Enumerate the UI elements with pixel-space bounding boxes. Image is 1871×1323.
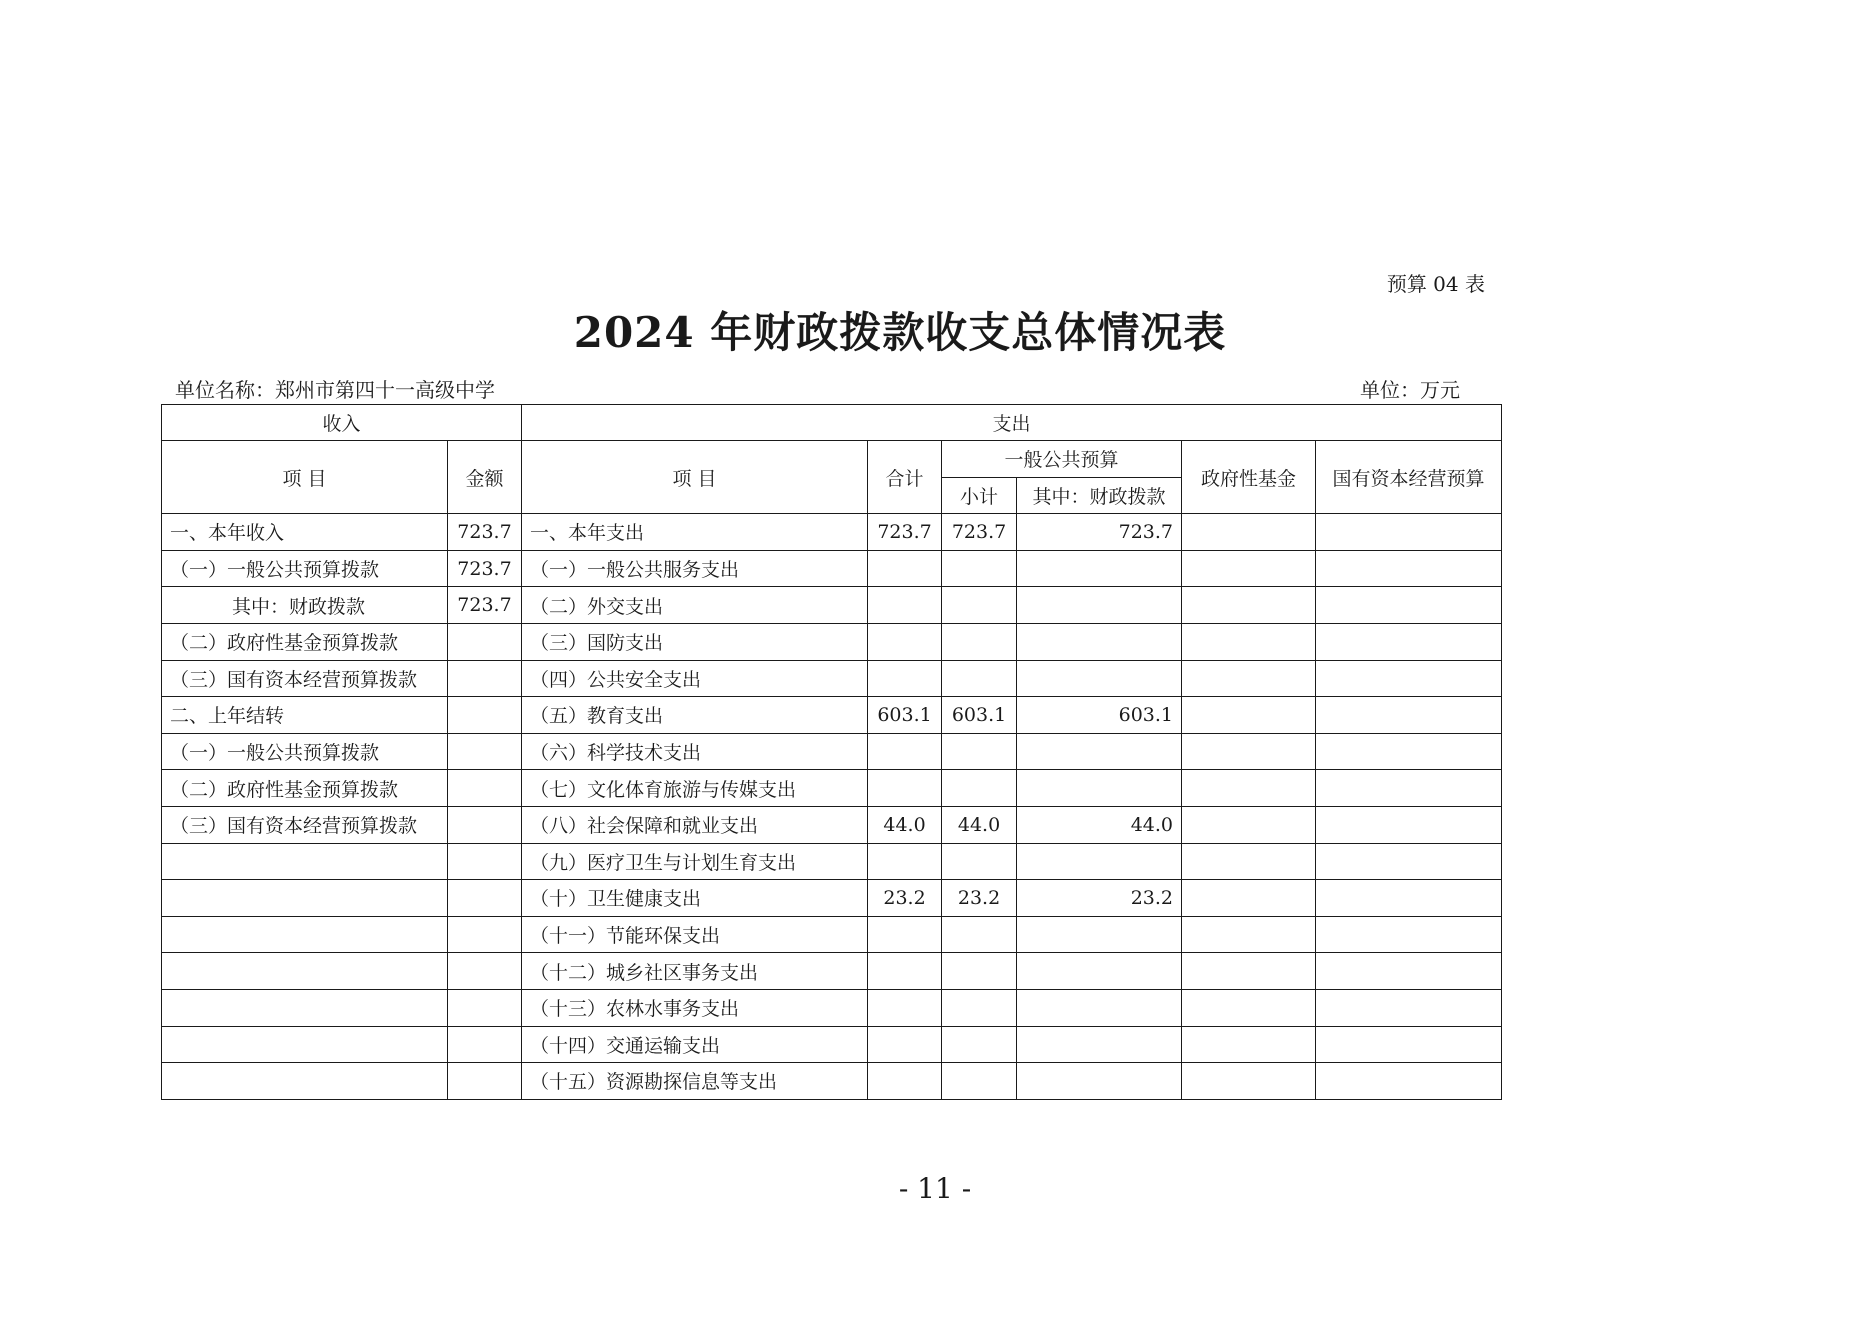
- fiscal-cell: 44.0: [1017, 806, 1182, 843]
- subtotal-cell: [942, 733, 1017, 770]
- total-cell: 603.1: [868, 697, 942, 734]
- state-capital-cell: [1316, 880, 1502, 917]
- gov-fund-cell: [1182, 660, 1316, 697]
- income-amount-cell: [448, 880, 522, 917]
- gov-fund-cell: [1182, 953, 1316, 990]
- fiscal-header: 其中：财政拨款: [1017, 477, 1182, 514]
- state-capital-cell: [1316, 733, 1502, 770]
- income-amount-cell: [448, 733, 522, 770]
- fiscal-cell: [1017, 989, 1182, 1026]
- state-capital-cell: [1316, 770, 1502, 807]
- income-item-cell: [162, 880, 448, 917]
- income-item-cell: [162, 1026, 448, 1063]
- income-amount-cell: 723.7: [448, 514, 522, 551]
- gov-fund-cell: [1182, 733, 1316, 770]
- total-cell: 23.2: [868, 880, 942, 917]
- expense-item-header: 项 目: [522, 441, 868, 514]
- income-amount-cell: [448, 916, 522, 953]
- income-amount-cell: [448, 660, 522, 697]
- expense-item-cell: （三）国防支出: [522, 623, 868, 660]
- state-capital-cell: [1316, 806, 1502, 843]
- subtotal-cell: [942, 953, 1017, 990]
- subtotal-cell: [942, 1063, 1017, 1100]
- expense-header: 支出: [522, 405, 1502, 441]
- state-capital-cell: [1316, 916, 1502, 953]
- table-row: [162, 733, 1502, 770]
- gov-fund-cell: [1182, 697, 1316, 734]
- subtotal-cell: [942, 843, 1017, 880]
- subtotal-cell: [942, 1026, 1017, 1063]
- gov-fund-cell: [1182, 806, 1316, 843]
- table-row: [162, 623, 1502, 660]
- income-amount-cell: [448, 697, 522, 734]
- gov-fund-cell: [1182, 514, 1316, 551]
- income-amount-header: 金额: [448, 441, 522, 514]
- table-row: [162, 514, 1502, 551]
- expense-item-cell: （九）医疗卫生与计划生育支出: [522, 843, 868, 880]
- income-item-cell: （一）一般公共预算拨款: [162, 550, 448, 587]
- fiscal-cell: 723.7: [1017, 514, 1182, 551]
- subtotal-cell: [942, 587, 1017, 624]
- table-row: [162, 770, 1502, 807]
- subtotal-cell: [942, 770, 1017, 807]
- expense-item-cell: （四）公共安全支出: [522, 660, 868, 697]
- subtotal-cell: 44.0: [942, 806, 1017, 843]
- fiscal-cell: 603.1: [1017, 697, 1182, 734]
- state-capital-cell: [1316, 1063, 1502, 1100]
- income-amount-cell: [448, 843, 522, 880]
- subtotal-cell: 603.1: [942, 697, 1017, 734]
- total-cell: [868, 916, 942, 953]
- gov-fund-cell: [1182, 770, 1316, 807]
- fiscal-cell: [1017, 660, 1182, 697]
- expense-item-cell: （六）科学技术支出: [522, 733, 868, 770]
- table-row: [162, 989, 1502, 1026]
- income-item-cell: （二）政府性基金预算拨款: [162, 770, 448, 807]
- fiscal-cell: [1017, 916, 1182, 953]
- income-item-cell: 二、上年结转: [162, 697, 448, 734]
- income-item-cell: [162, 843, 448, 880]
- state-capital-cell: [1316, 514, 1502, 551]
- total-cell: [868, 660, 942, 697]
- fiscal-cell: [1017, 623, 1182, 660]
- expense-item-cell: （十）卫生健康支出: [522, 880, 868, 917]
- unit-label: 单位：万元: [1360, 378, 1460, 402]
- expense-item-cell: （一）一般公共服务支出: [522, 550, 868, 587]
- income-header: 收入: [162, 405, 522, 441]
- fiscal-cell: 23.2: [1017, 880, 1182, 917]
- fiscal-cell: [1017, 1026, 1182, 1063]
- fiscal-cell: [1017, 843, 1182, 880]
- total-cell: [868, 989, 942, 1026]
- subtotal-cell: [942, 623, 1017, 660]
- income-amount-cell: [448, 1063, 522, 1100]
- table-row: [162, 953, 1502, 990]
- table-row: [162, 550, 1502, 587]
- income-item-cell: 一、本年收入: [162, 514, 448, 551]
- income-item-cell: （三）国有资本经营预算拨款: [162, 660, 448, 697]
- subtotal-header: 小计: [942, 477, 1017, 514]
- total-cell: 44.0: [868, 806, 942, 843]
- page-title: 2024 年财政拨款收支总体情况表: [573, 308, 1227, 357]
- total-cell: 723.7: [868, 514, 942, 551]
- gov-fund-cell: [1182, 989, 1316, 1026]
- income-item-cell: （三）国有资本经营预算拨款: [162, 806, 448, 843]
- subtotal-cell: [942, 989, 1017, 1026]
- fiscal-cell: [1017, 770, 1182, 807]
- state-capital-cell: [1316, 550, 1502, 587]
- table-row: [162, 697, 1502, 734]
- total-cell: [868, 843, 942, 880]
- fiscal-cell: [1017, 1063, 1182, 1100]
- header-row-1: [162, 405, 1502, 441]
- income-amount-cell: [448, 770, 522, 807]
- expense-item-cell: 一、本年支出: [522, 514, 868, 551]
- gov-fund-cell: [1182, 880, 1316, 917]
- fiscal-cell: [1017, 953, 1182, 990]
- general-budget-header: 一般公共预算: [942, 441, 1182, 478]
- income-item-cell: [162, 953, 448, 990]
- table-row: [162, 1063, 1502, 1100]
- fiscal-cell: [1017, 733, 1182, 770]
- gov-fund-cell: [1182, 550, 1316, 587]
- gov-fund-cell: [1182, 843, 1316, 880]
- table-row: [162, 843, 1502, 880]
- expense-item-cell: （十四）交通运输支出: [522, 1026, 868, 1063]
- state-capital-cell: [1316, 1026, 1502, 1063]
- state-capital-cell: [1316, 623, 1502, 660]
- fiscal-cell: [1017, 550, 1182, 587]
- income-amount-cell: 723.7: [448, 550, 522, 587]
- table-row: [162, 916, 1502, 953]
- expense-item-cell: （五）教育支出: [522, 697, 868, 734]
- table-row: [162, 660, 1502, 697]
- income-item-cell: [162, 1063, 448, 1100]
- income-item-cell: （二）政府性基金预算拨款: [162, 623, 448, 660]
- income-amount-cell: [448, 623, 522, 660]
- income-amount-cell: [448, 989, 522, 1026]
- state-capital-header: 国有资本经营预算: [1316, 441, 1502, 514]
- subtotal-cell: 23.2: [942, 880, 1017, 917]
- table-row: [162, 806, 1502, 843]
- income-item-cell: 其中：财政拨款: [162, 587, 448, 624]
- budget-table: [161, 404, 1502, 1100]
- header-row-2: [162, 441, 1502, 478]
- table-row: [162, 587, 1502, 624]
- subtotal-cell: 723.7: [942, 514, 1017, 551]
- state-capital-cell: [1316, 660, 1502, 697]
- income-item-cell: （一）一般公共预算拨款: [162, 733, 448, 770]
- expense-item-cell: （十一）节能环保支出: [522, 916, 868, 953]
- fiscal-cell: [1017, 587, 1182, 624]
- income-amount-cell: [448, 953, 522, 990]
- page-number: - 11 -: [898, 1172, 972, 1205]
- income-amount-cell: 723.7: [448, 587, 522, 624]
- expense-item-cell: （二）外交支出: [522, 587, 868, 624]
- state-capital-cell: [1316, 697, 1502, 734]
- expense-item-cell: （八）社会保障和就业支出: [522, 806, 868, 843]
- total-cell: [868, 623, 942, 660]
- state-capital-cell: [1316, 989, 1502, 1026]
- expense-item-cell: （十五）资源勘探信息等支出: [522, 1063, 868, 1100]
- subtotal-cell: [942, 660, 1017, 697]
- income-amount-cell: [448, 1026, 522, 1063]
- table-row: [162, 880, 1502, 917]
- income-amount-cell: [448, 806, 522, 843]
- total-cell: [868, 733, 942, 770]
- subtotal-cell: [942, 916, 1017, 953]
- gov-fund-cell: [1182, 1026, 1316, 1063]
- state-capital-cell: [1316, 953, 1502, 990]
- state-capital-cell: [1316, 587, 1502, 624]
- income-item-cell: [162, 916, 448, 953]
- gov-fund-cell: [1182, 916, 1316, 953]
- unit-name: 单位名称：郑州市第四十一高级中学: [175, 378, 495, 402]
- expense-item-cell: （十三）农林水事务支出: [522, 989, 868, 1026]
- total-cell: [868, 1063, 942, 1100]
- income-item-cell: [162, 989, 448, 1026]
- subtotal-cell: [942, 550, 1017, 587]
- state-capital-cell: [1316, 843, 1502, 880]
- total-cell: [868, 1026, 942, 1063]
- expense-item-cell: （十二）城乡社区事务支出: [522, 953, 868, 990]
- total-cell: [868, 587, 942, 624]
- gov-fund-cell: [1182, 1063, 1316, 1100]
- gov-fund-cell: [1182, 587, 1316, 624]
- total-header: 合计: [868, 441, 942, 514]
- gov-fund-cell: [1182, 623, 1316, 660]
- form-code: 预算 04 表: [1386, 272, 1485, 296]
- total-cell: [868, 550, 942, 587]
- expense-item-cell: （七）文化体育旅游与传媒支出: [522, 770, 868, 807]
- total-cell: [868, 953, 942, 990]
- income-item-header: 项 目: [162, 441, 448, 514]
- table-row: [162, 1026, 1502, 1063]
- gov-fund-header: 政府性基金: [1182, 441, 1316, 514]
- total-cell: [868, 770, 942, 807]
